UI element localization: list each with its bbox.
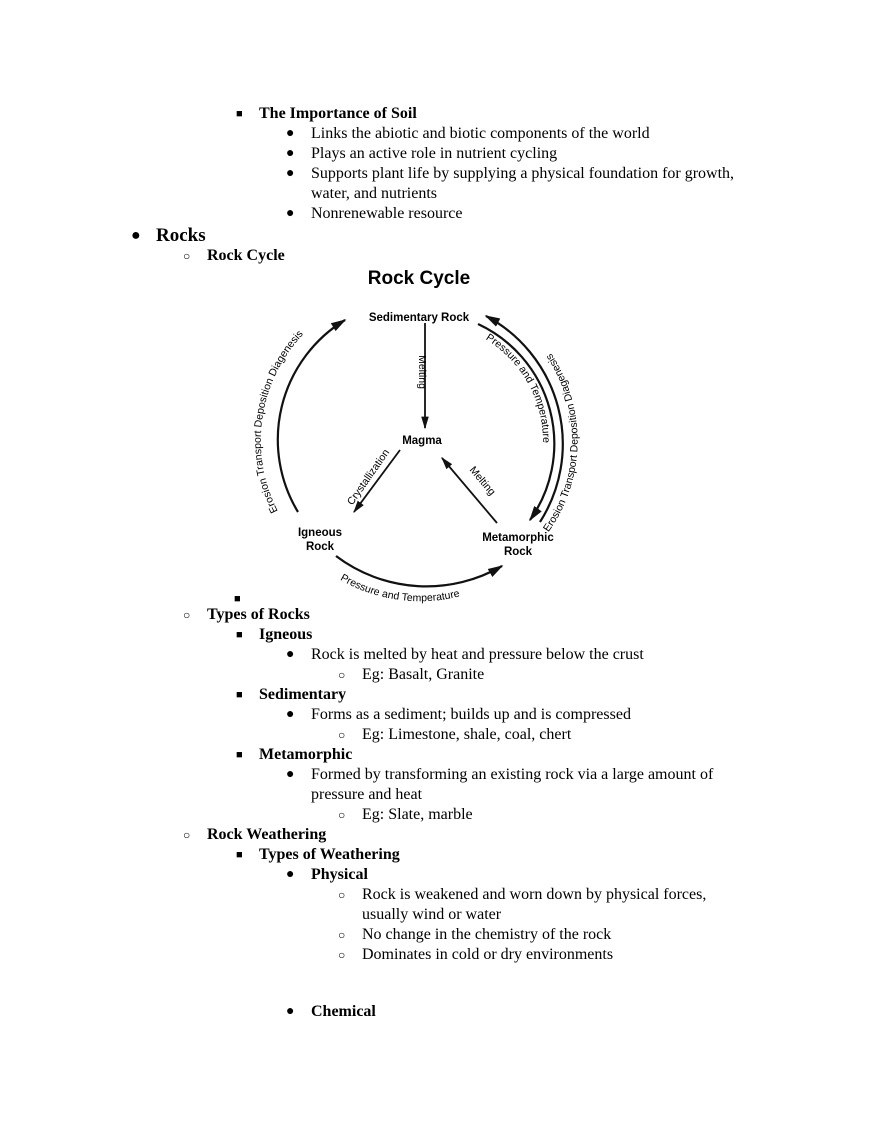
diagram-title: Rock Cycle <box>367 268 471 289</box>
metamorphic-label: Metamorphic <box>482 532 554 544</box>
disc-bullet-icon: ● <box>286 146 295 161</box>
disc-bullet-icon: ● <box>286 647 295 662</box>
left-arc-label: Erosion Transport Deposition Diagenesis <box>251 328 306 516</box>
rock-cycle-heading: Rock Cycle <box>207 247 285 264</box>
circle-bullet-icon: ○ <box>338 888 346 902</box>
list-item-text: water, and nutrients <box>311 185 437 202</box>
square-bullet-icon: ■ <box>236 849 243 861</box>
weathering-types-heading: Types of Weathering <box>259 846 400 863</box>
list-item-text: Dominates in cold or dry environments <box>362 946 614 963</box>
melting-label-meta: Melting <box>466 464 498 498</box>
metamorphic-heading: Metamorphic <box>259 746 353 763</box>
circle-bullet-icon: ○ <box>338 948 346 962</box>
square-bullet-icon: ■ <box>236 689 243 701</box>
disc-bullet-icon: ● <box>286 166 295 181</box>
list-item-text: Supports plant life by supplying a physical foundation for growth, <box>311 165 735 182</box>
list-item-text: Plays an active role in nutrient cycling <box>311 145 558 162</box>
disc-bullet-icon: ● <box>286 707 295 722</box>
igneous-rock-label: Rock <box>305 541 335 553</box>
list-item-text: Links the abiotic and biotic components of the world <box>311 125 650 142</box>
weathering-heading: Rock Weathering <box>207 826 327 843</box>
circle-bullet-icon: ○ <box>183 249 191 263</box>
square-bullet-icon: ■ <box>236 108 243 120</box>
circle-bullet-icon: ○ <box>338 668 346 682</box>
metamorphic-rock-label: Rock <box>503 546 533 558</box>
list-item-text: No change in the chemistry of the rock <box>362 926 612 943</box>
disc-bullet-icon: ● <box>286 206 295 221</box>
right-outer-arc-label: Erosion Transport Deposition Diagenesis <box>540 351 581 535</box>
square-bullet-icon: ■ <box>234 593 241 605</box>
igneous-heading: Igneous <box>259 626 313 643</box>
list-item-text: Formed by transforming an existing rock via a large amount of <box>311 766 714 783</box>
list-item-text: Eg: Limestone, shale, coal, chert <box>362 726 572 743</box>
rocks-heading: Rocks <box>156 225 206 246</box>
melting-label-sed: Melting <box>416 355 428 389</box>
igneous-label: Igneous <box>297 527 343 539</box>
chemical-heading: Chemical <box>311 1003 376 1020</box>
list-item-text: Eg: Slate, marble <box>362 806 473 823</box>
circle-bullet-icon: ○ <box>183 608 191 622</box>
right-inner-arc-label: Pressure and Temperature <box>483 331 553 444</box>
disc-bullet-icon: ● <box>286 1004 295 1019</box>
soil-heading: The Importance of Soil <box>259 105 417 122</box>
magma-label: Magma <box>402 435 442 447</box>
list-item-text: Rock is weakened and worn down by physical forces, <box>362 886 707 903</box>
list-item-text: Forms as a sediment; builds up and is compressed <box>311 706 631 723</box>
circle-bullet-icon: ○ <box>183 828 191 842</box>
list-item-text: usually wind or water <box>362 906 502 923</box>
list-item-text: pressure and heat <box>311 786 423 803</box>
list-item-text: Eg: Basalt, Granite <box>362 666 485 683</box>
crystallization-label: Crystallization <box>344 447 393 508</box>
list-item-text: Nonrenewable resource <box>311 205 463 222</box>
disc-bullet-icon: ● <box>286 767 295 782</box>
circle-bullet-icon: ○ <box>338 728 346 742</box>
square-bullet-icon: ■ <box>236 749 243 761</box>
physical-heading: Physical <box>311 866 368 883</box>
disc-bullet-icon: ● <box>286 126 295 141</box>
list-item-text: Rock is melted by heat and pressure below the crust <box>311 646 644 663</box>
bottom-arc-label: Pressure and Temperature <box>338 571 461 605</box>
circle-bullet-icon: ○ <box>338 808 346 822</box>
sedimentary-heading: Sedimentary <box>259 686 347 703</box>
disc-bullet-icon: ● <box>131 227 141 244</box>
disc-bullet-icon: ● <box>286 867 295 882</box>
sedimentary-rock-label: Sedimentary Rock <box>368 312 470 324</box>
circle-bullet-icon: ○ <box>338 928 346 942</box>
square-bullet-icon: ■ <box>236 629 243 641</box>
types-heading: Types of Rocks <box>207 606 310 623</box>
